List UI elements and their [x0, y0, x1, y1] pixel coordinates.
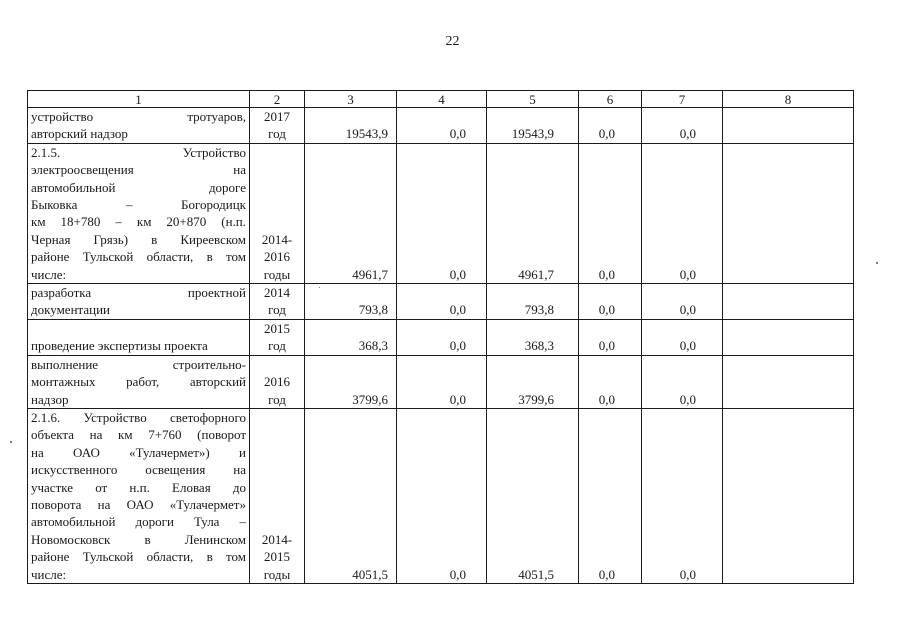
period-line: годы	[263, 266, 291, 282]
page-number: 22	[445, 34, 460, 49]
table-row	[28, 143, 854, 283]
period-line: 2016	[264, 249, 290, 265]
cell-col-5: 3799,6	[487, 355, 579, 408]
cell-col-4: 0,0	[397, 408, 487, 583]
description-line: числе:	[31, 266, 67, 282]
description-line: объекта на км 7+760 (поворот	[31, 427, 246, 443]
cell-col-4: 0,0	[397, 143, 487, 283]
row-period	[250, 319, 305, 355]
cell-col-5: 793,8	[487, 284, 579, 320]
header-row	[28, 91, 854, 108]
description-line: устройство тротуаров,	[31, 109, 246, 124]
header-col-7: 7	[642, 91, 723, 108]
cell-col-8	[723, 408, 854, 583]
period-line: 2016	[264, 374, 290, 390]
description-line: районе Тульской области, в том	[31, 249, 246, 265]
cell-col-4: 0,0	[397, 108, 487, 144]
description-line: числе:	[31, 566, 67, 582]
cell-col-8	[723, 143, 854, 283]
period-line: 2015	[264, 320, 290, 336]
description-line: поворота на ОАО «Тулачермет»	[31, 496, 246, 512]
cell-col-6: 0,0	[579, 355, 642, 408]
cell-col-7: 0,0	[642, 284, 723, 320]
cell-col-3: 19543,9	[305, 108, 397, 144]
table-row	[28, 355, 854, 408]
cell-col-7: 0,0	[642, 355, 723, 408]
cell-col-7: 0,0	[642, 143, 723, 283]
table-row	[28, 319, 854, 355]
description-line: авторский надзор	[31, 126, 128, 142]
description-line: Новомосковск в Ленинском	[31, 531, 246, 547]
header-col-8: 8	[723, 91, 854, 108]
table-row	[28, 108, 854, 144]
description-line: км 18+780 – км 20+870 (н.п.	[31, 214, 246, 230]
cell-col-7: 0,0	[642, 408, 723, 583]
row-description	[28, 108, 250, 144]
row-period	[250, 143, 305, 283]
cell-col-4: 0,0	[397, 284, 487, 320]
description-line: 2.1.6. Устройство светофорного	[31, 409, 246, 425]
cell-col-5: 4051,5	[487, 408, 579, 583]
description-line: автомобильной дороге	[31, 179, 246, 195]
cell-col-8	[723, 108, 854, 144]
table-row	[28, 408, 854, 583]
cell-col-4: 0,0	[397, 319, 487, 355]
cell-col-8	[723, 319, 854, 355]
description-line: электроосвещения на	[31, 162, 246, 178]
cell-col-6: 0,0	[579, 108, 642, 144]
cell-col-8	[723, 284, 854, 320]
period-line: 2014-	[261, 231, 293, 247]
description-line: разработка проектной	[31, 285, 246, 301]
table-row	[28, 284, 854, 320]
period-line: год	[268, 391, 286, 407]
description-line: автомобильной дороги Тула –	[31, 514, 246, 530]
description-line: на ОАО «Тулачермет») и	[31, 444, 246, 460]
scan-speck	[876, 262, 878, 264]
period-line: 2014-	[261, 531, 293, 547]
header-col-1: 1	[28, 91, 250, 108]
description-line: искусственного освещения на	[31, 462, 246, 478]
table-body	[28, 108, 854, 584]
cell-col-6: 0,0	[579, 319, 642, 355]
period-line: 2017	[264, 109, 290, 124]
row-period	[250, 284, 305, 320]
cell-col-7: 0,0	[642, 108, 723, 144]
header-col-6: 6	[579, 91, 642, 108]
row-description	[28, 355, 250, 408]
header-col-2: 2	[250, 91, 305, 108]
cell-col-5: 19543,9	[487, 108, 579, 144]
cell-col-5: 368,3	[487, 319, 579, 355]
row-period	[250, 108, 305, 144]
description-line: Быковка – Богородицк	[31, 197, 246, 213]
row-description	[28, 284, 250, 320]
cell-col-6: 0,0	[579, 284, 642, 320]
row-period	[250, 355, 305, 408]
cell-col-5: 4961,7	[487, 143, 579, 283]
cell-col-4: 0,0	[397, 355, 487, 408]
period-line: 2015	[264, 549, 290, 565]
header-col-4: 4	[397, 91, 487, 108]
row-period	[250, 408, 305, 583]
period-line: 2014	[264, 285, 290, 301]
cell-col-6: 0,0	[579, 408, 642, 583]
description-line: Черная Грязь) в Киреевском	[31, 231, 246, 247]
description-line: документации	[31, 302, 111, 318]
period-line: год	[268, 126, 286, 142]
budget-table	[27, 90, 854, 584]
period-line: годы	[263, 566, 291, 582]
description-line: 2.1.5. Устройство	[31, 144, 246, 160]
header-col-5: 5	[487, 91, 579, 108]
cell-col-3: 368,3	[305, 319, 397, 355]
period-line: год	[268, 338, 286, 354]
row-description	[28, 408, 250, 583]
cell-col-3: 793,8	[305, 284, 397, 320]
row-description	[28, 319, 250, 355]
cell-col-7: 0,0	[642, 319, 723, 355]
description-line: надзор	[31, 391, 69, 407]
row-description	[28, 143, 250, 283]
cell-col-3: 4961,7	[305, 143, 397, 283]
description-line: монтажных работ, авторский	[31, 374, 246, 390]
description-line: районе Тульской области, в том	[31, 549, 246, 565]
scan-speck	[10, 441, 12, 443]
cell-col-6: 0,0	[579, 143, 642, 283]
description-line: участке от н.п. Еловая до	[31, 479, 246, 495]
scan-speck	[319, 287, 320, 288]
cell-col-3: 3799,6	[305, 355, 397, 408]
cell-col-3: 4051,5	[305, 408, 397, 583]
period-line: год	[268, 302, 286, 318]
cell-col-8	[723, 355, 854, 408]
description-line: выполнение строительно-	[31, 356, 246, 372]
description-line: проведение экспертизы проекта	[31, 338, 208, 354]
header-col-3: 3	[305, 91, 397, 108]
